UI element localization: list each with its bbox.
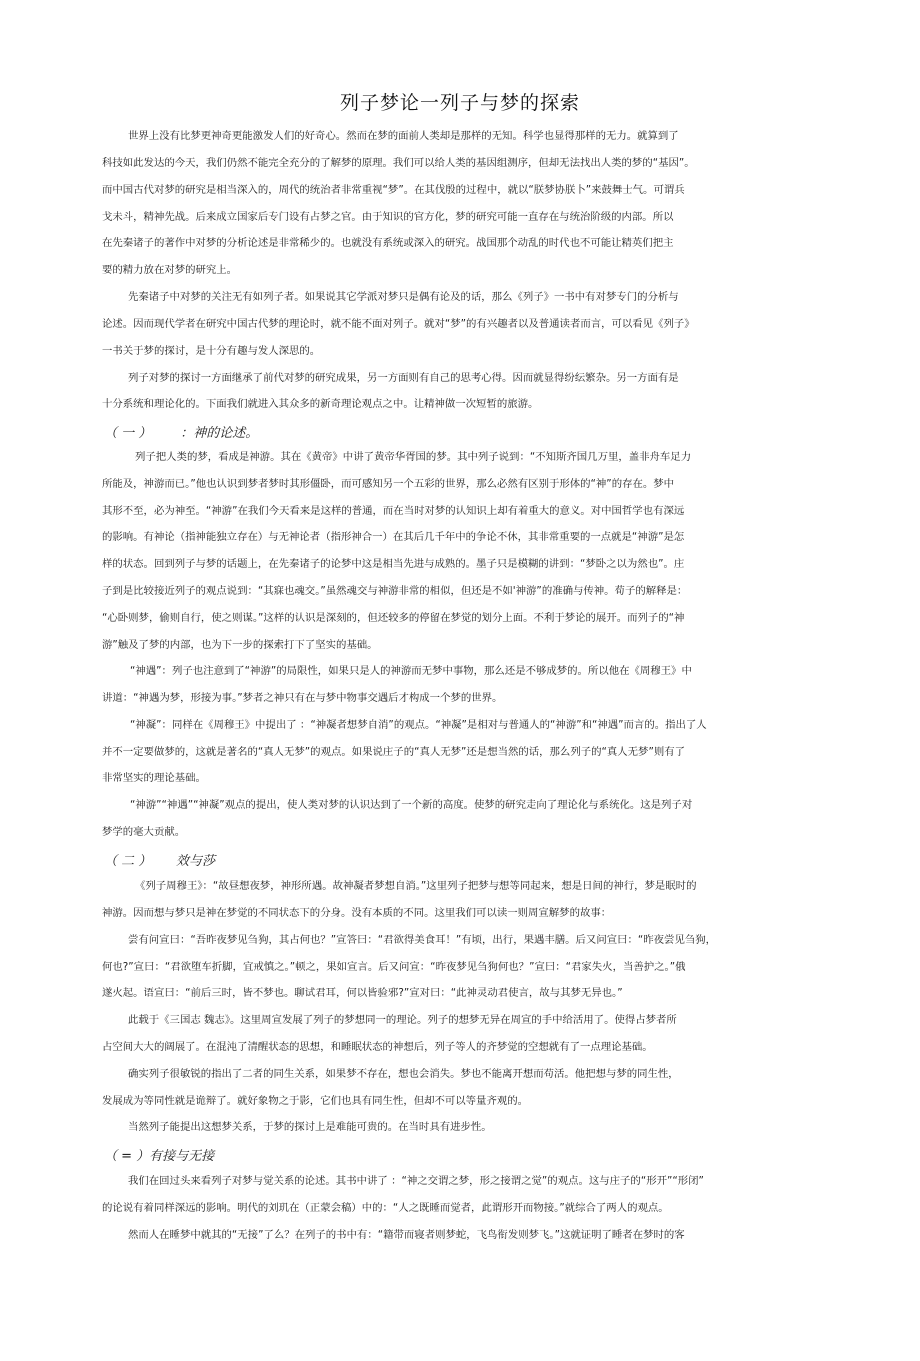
section-heading-3: （ = ）有接与无接 [104, 1149, 215, 1164]
text-line: 何也?”宣曰：“君欲堕车折脚，宜戒慎之。”顿之，果如宣言。后又问宣：“昨夜梦见刍狗何也？”宣曰：“君家失火，当善护之。”俄 [102, 961, 686, 973]
text-line: 然而人在睡梦中就其的“无接”了么？在列子的书中有：“籍带而寝者则梦蛇，飞鸟衔发则梦飞。”这就证明了睡者在梦时的客 [128, 1229, 685, 1241]
text-line: 一书关于梦的探讨，是十分有趣与发人深思的。 [102, 345, 321, 357]
text-line: 并不一定要做梦的，这就是著名的“真人无梦”的观点。如果说庄子的“真人无梦”还是想当然的话，那么列子的“真人无梦”则有了 [102, 746, 685, 758]
text-line: “神凝”：同样在《周穆王》中提出了 ：“神凝者想梦自消”的观点。“神凝”是相对与普通人的“神游”和“神遇”而言的。指出了人 [130, 719, 707, 731]
section-heading-2: （ 二 ） 效与莎 [104, 854, 216, 869]
text-line: 样的状态。回到列子与梦的话题上，在先秦诸子的论梦中这是相当先进与成熟的。墨子只是模糊的讲到：“梦卧之以为然也”。庄 [102, 558, 685, 570]
document-title: 列子梦论一列子与梦的探索 [339, 92, 580, 114]
text-line: 子到是比较接近列子的观点说到：“其寐也魂交。”虽然魂交与神游非常的相似，但还是不如'神游”的准确与传神。荀子的解释是： [102, 585, 688, 597]
text-line: 先秦诸子中对梦的关注无有如列子者。如果说其它学派对梦只是偶有论及的话，那么《列子》一书中有对梦专门的分析与 [128, 291, 679, 303]
text-line: 尝有问宣曰：“吾昨夜梦见刍狗，其占何也？”宣答曰：“君欲得美食耳！”有顷，出行，果遇丰膳。后又问宣曰：“昨夜尝见刍狗， [128, 934, 717, 946]
text-line: 遂火起。语宣曰：“前后三时，皆不梦也。聊试君耳，何以皆验邪?”宣对曰：“此神灵动君使言，故与其梦无异也。” [102, 987, 623, 999]
text-line: 论述。因而现代学者在研究中国古代梦的理论时，就不能不面对列子。就对“梦”的有兴趣者以及普通读者而言，可以看见《列子》 [102, 318, 695, 330]
text-line: 戈未斗，精神先战。后来成立国家后专门设有占梦之官。由于知识的官方化，梦的研究可能一直存在与统治阶级的内部。所以 [102, 211, 674, 223]
text-line: 其形不至，必为神至。“神游”在我们今天看来是这样的普通，而在当时对梦的认知识上却有着重大的意义。对中国哲学也有深远 [102, 505, 685, 517]
text-line: 非常坚实的理论基础。 [102, 772, 206, 784]
text-line: 十分系统和理论化的。下面我们就进入其众多的新奇理论观点之中。让精神做一次短暂的旅游。 [102, 398, 539, 410]
text-line: 世界上没有比梦更神奇更能激发人们的好奇心。然而在梦的面前人类却是那样的无知。科学也显得那样的无力。就算到了 [128, 130, 679, 142]
text-line: 要的精力放在对梦的研究上。 [102, 264, 238, 276]
text-line: 发展成为等同性就是诡辩了。就好象物之于影，它们也具有同生性，但却不可以等量齐观的。 [102, 1095, 529, 1107]
text-line: 讲道：“神遇为梦，形接为事。”梦者之神只有在与梦中物事交遇后才构成一个梦的世界。 [102, 692, 503, 704]
text-line: 游”触及了梦的内部，也为下一步的探索打下了坚实的基础。 [102, 639, 378, 651]
text-line: “心卧则梦，偷则自行，使之则谋。”这样的认识是深刻的，但还较多的停留在梦觉的划分上面。不利于梦论的展开。而列子的“神 [102, 612, 685, 624]
text-line: 科技如此发达的今天，我们仍然不能完全充分的了解梦的原理。我们可以给人类的基因组测序，但却无法找出人类的梦的“基因”。 [102, 157, 695, 169]
text-line: 在先秦诸子的著作中对梦的分析论述是非常稀少的。也就没有系统或深入的研究。战国那个动乱的时代也不可能让精英们把主 [102, 237, 674, 249]
text-line: 的影响。有神论（指神能独立存在）与无神论者（指形神合一）在其后几千年中的争论不休，其非常重要的一点就是“神游”是怎 [102, 531, 685, 543]
text-line: 《列子周穆王》：“故昼想夜梦，神形所遇。故神凝者梦想自消。”这里列子把梦与想等同起来，想是日间的神行，梦是眠时的 [135, 880, 697, 892]
text-line: 我们在回过头来看列子对梦与觉关系的论述。其书中讲了 ：“神之交谓之梦，形之接谓之觉”的观点。这与庄子的“形开”“形闭” [128, 1175, 704, 1187]
text-line: 占空间大大的阔展了。在混沌了清醒状态的思想，和睡眠状态的神想后，列子等人的齐梦觉的空想就有了一点理论基础。 [102, 1041, 653, 1053]
text-line: 列子把人类的梦，看成是神游。其在《黄帝》中讲了黄帝华胥国的梦。其中列子说到：“不知斯齐国几万里，盖非舟车足力 [135, 451, 692, 463]
text-line: 的论说有着同样深远的影响。明代的刘玑在（正蒙会稿）中的：“人之既睡而觉者，此谓形开而物接。”就综合了两人的观点。 [102, 1202, 669, 1214]
text-line: 神游。因而想与梦只是神在梦觉的不同状态下的分身。没有本质的不同。这里我们可以读一则周宣解梦的故事： [102, 907, 612, 919]
text-line: 此载于《三国志 魏志》。这里周宣发展了列子的梦想同一的理论。列子的想梦无异在周宣的手中给活用了。使得占梦者所 [128, 1014, 677, 1026]
text-line: 当然列子能提出这想梦关系，于梦的探讨上是难能可贵的。在当时具有进步性。 [128, 1121, 492, 1133]
text-line: 确实列子很敏锐的指出了二者的同生关系，如果梦不存在，想也会消失。梦也不能离开想而苟活。他把想与梦的同生性， [128, 1068, 679, 1080]
text-line: 列子对梦的探讨一方面继承了前代对梦的研究成果，另一方面则有自己的思考心得。因而就显得纷纭繁杂。另一方面有是 [128, 372, 679, 384]
text-line: “神游”“神遇”“神凝”观点的提出，使人类对梦的认识达到了一个新的高度。使梦的研究走向了理论化与系统化。这是列子对 [130, 799, 693, 811]
section-heading-1: （ 一 ） ：神的论述。 [104, 426, 259, 441]
text-line: 梦学的毫大贡献。 [102, 826, 186, 838]
text-line: “神遇”：列子也注意到了“神游”的局限性，如果只是人的神游而无梦中事物，那么还是不够成梦的。所以他在《周穆王》中 [130, 665, 692, 677]
text-line: 而中国古代对梦的研究是相当深入的，周代的统治者非常重视“梦”。在其伐殷的过程中，就以“朕梦协朕卜”来鼓舞士气。可谓兵 [102, 184, 685, 196]
text-line: 所能及，神游而已。”他也认识到梦者梦时其形僵卧，而可感知另一个五彩的世界，那么必然有区别于形体的“神”的存在。梦中 [102, 478, 675, 490]
